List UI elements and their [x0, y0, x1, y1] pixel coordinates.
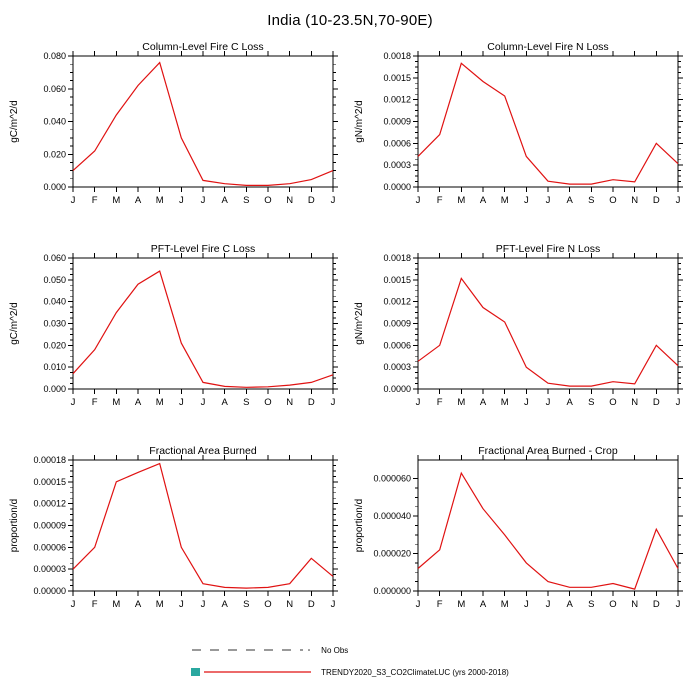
x-tick-label: M — [155, 397, 164, 408]
y-tick-label: 0.00018 — [33, 455, 66, 465]
panel-title: Column-Level Fire N Loss — [487, 41, 609, 53]
x-tick-label: F — [91, 195, 98, 206]
x-tick-label: J — [200, 397, 206, 408]
x-tick-label: N — [286, 195, 294, 206]
legend-label-no-obs: No Obs — [321, 645, 349, 655]
x-tick-label: N — [631, 599, 639, 610]
y-tick-label: 0.000 — [43, 384, 66, 394]
no-obs-dashed-line — [191, 645, 313, 655]
x-tick-label: J — [178, 599, 184, 610]
y-tick-label: 0.060 — [43, 253, 66, 263]
series-line — [418, 278, 678, 386]
x-tick-label: J — [545, 599, 551, 610]
x-tick-label: J — [200, 195, 206, 206]
chart-panel-4 — [350, 241, 690, 419]
x-tick-label: N — [631, 397, 639, 408]
x-tick-label: J — [545, 195, 551, 206]
y-tick-label: 0.0006 — [383, 138, 411, 149]
x-tick-label: J — [178, 397, 184, 408]
x-tick-label: J — [70, 599, 76, 610]
y-tick-label: 0.010 — [43, 362, 66, 373]
series-line — [73, 464, 333, 588]
no-obs-dot — [308, 649, 310, 651]
x-tick-label: S — [243, 195, 250, 206]
x-tick-label: J — [545, 397, 551, 408]
x-tick-label: S — [588, 599, 595, 610]
x-tick-label: J — [178, 195, 184, 206]
y-tick-label: 0.00000 — [33, 586, 66, 596]
y-tick-label: 0.0000 — [383, 384, 411, 394]
plot-frame — [73, 460, 333, 591]
x-tick-label: A — [221, 599, 228, 610]
x-tick-label: D — [652, 195, 660, 206]
x-tick-label: J — [415, 195, 421, 206]
legend-color-swatch — [191, 668, 200, 676]
x-tick-label: A — [134, 397, 142, 408]
x-tick-label: O — [609, 599, 617, 610]
x-tick-label: F — [436, 599, 443, 610]
y-tick-label: 0.020 — [43, 149, 66, 160]
x-tick-label: M — [155, 195, 164, 206]
figure-title: India (10-23.5N,70-90E) — [267, 12, 433, 29]
legend — [191, 645, 509, 677]
panel-title: Column-Level Fire C Loss — [142, 41, 264, 53]
chart-svg-4 — [350, 241, 690, 419]
x-tick-label: A — [479, 397, 487, 408]
legend-label-series: TRENDY2020_S3_CO2ClimateLUC (yrs 2000-2018) — [321, 667, 509, 677]
y-tick-label: 0.0012 — [383, 94, 411, 105]
x-tick-label: N — [286, 397, 294, 408]
x-tick-label: M — [155, 599, 164, 610]
x-tick-label: S — [588, 397, 595, 408]
x-tick-label: A — [221, 195, 228, 206]
y-tick-label: 0.040 — [43, 296, 66, 307]
plot-frame — [418, 258, 678, 389]
y-tick-label: 0.0009 — [383, 116, 411, 127]
x-tick-label: O — [264, 599, 272, 610]
x-tick-label: M — [500, 599, 509, 610]
x-tick-label: F — [91, 599, 98, 610]
x-tick-label: J — [675, 195, 681, 206]
panel-title: Fractional Area Burned — [149, 445, 257, 457]
y-tick-label: 0.0009 — [383, 318, 411, 329]
x-tick-label: D — [307, 397, 315, 408]
y-tick-label: 0.030 — [43, 318, 66, 329]
y-tick-label: 0.00012 — [33, 498, 66, 509]
chart-panel-2 — [350, 39, 690, 217]
x-tick-label: J — [523, 195, 529, 206]
x-tick-label: A — [566, 599, 573, 610]
x-tick-label: A — [479, 599, 487, 610]
x-tick-label: M — [457, 397, 466, 408]
x-tick-label: A — [221, 397, 228, 408]
y-axis-label: gN/m^2/d — [354, 302, 365, 345]
series-line — [73, 271, 333, 387]
y-tick-label: 0.000020 — [373, 548, 411, 559]
series-line — [73, 63, 333, 186]
y-tick-label: 0.050 — [43, 274, 66, 285]
x-tick-label: J — [70, 397, 76, 408]
x-tick-label: N — [631, 195, 639, 206]
x-tick-label: A — [566, 397, 573, 408]
x-tick-label: A — [479, 195, 487, 206]
x-tick-label: J — [200, 599, 206, 610]
x-tick-label: O — [264, 397, 272, 408]
y-axis-label: gN/m^2/d — [354, 100, 365, 143]
y-axis-label: proportion/d — [9, 498, 20, 553]
x-tick-label: J — [675, 397, 681, 408]
x-tick-label: A — [566, 195, 573, 206]
x-tick-label: D — [307, 195, 315, 206]
y-tick-label: 0.0015 — [383, 72, 411, 83]
x-tick-label: D — [652, 397, 660, 408]
chart-panel-5 — [5, 443, 345, 621]
y-tick-label: 0.000040 — [373, 511, 411, 522]
y-tick-label: 0.020 — [43, 340, 66, 351]
x-tick-label: M — [112, 195, 121, 206]
chart-panel-3 — [5, 241, 345, 419]
chart-svg-3 — [5, 241, 345, 419]
y-axis-label: proportion/d — [354, 498, 365, 553]
y-tick-label: 0.0000 — [383, 182, 411, 192]
x-tick-label: M — [112, 599, 121, 610]
x-tick-label: J — [675, 599, 681, 610]
y-tick-label: 0.000 — [43, 182, 66, 192]
x-tick-label: M — [500, 195, 509, 206]
x-tick-label: D — [652, 599, 660, 610]
chart-svg-1 — [5, 39, 345, 217]
x-tick-label: M — [457, 195, 466, 206]
chart-panel-1 — [5, 39, 345, 217]
series-legend-line — [191, 667, 313, 677]
y-tick-label: 0.0015 — [383, 274, 411, 285]
x-tick-label: S — [588, 195, 595, 206]
panel-title: PFT-Level Fire C Loss — [150, 243, 256, 255]
x-tick-label: M — [457, 599, 466, 610]
y-tick-label: 0.0018 — [383, 51, 411, 61]
x-tick-label: A — [134, 195, 142, 206]
x-tick-label: J — [523, 397, 529, 408]
chart-svg-6 — [350, 443, 690, 621]
x-tick-label: F — [436, 397, 443, 408]
x-tick-label: O — [609, 195, 617, 206]
y-tick-label: 0.00003 — [33, 564, 66, 575]
x-tick-label: J — [523, 599, 529, 610]
x-tick-label: D — [307, 599, 315, 610]
x-tick-label: F — [436, 195, 443, 206]
y-tick-label: 0.0003 — [383, 160, 411, 171]
y-tick-label: 0.080 — [43, 51, 66, 61]
chart-panel-6 — [350, 443, 690, 621]
x-tick-label: A — [134, 599, 142, 610]
x-tick-label: M — [112, 397, 121, 408]
y-tick-label: 0.00015 — [33, 476, 66, 487]
y-tick-label: 0.0003 — [383, 362, 411, 373]
x-tick-label: J — [330, 599, 336, 610]
y-tick-label: 0.0006 — [383, 340, 411, 351]
panel-title: PFT-Level Fire N Loss — [495, 243, 601, 255]
chart-svg-2 — [350, 39, 690, 217]
y-tick-label: 0.00009 — [33, 520, 66, 531]
x-tick-label: J — [415, 599, 421, 610]
x-tick-label: J — [415, 397, 421, 408]
y-tick-label: 0.000060 — [373, 473, 411, 484]
x-tick-label: J — [330, 397, 336, 408]
y-tick-label: 0.0018 — [383, 253, 411, 263]
y-axis-label: gC/m^2/d — [9, 302, 20, 345]
y-tick-label: 0.040 — [43, 116, 66, 127]
x-tick-label: O — [264, 195, 272, 206]
x-tick-label: M — [500, 397, 509, 408]
y-tick-label: 0.00006 — [33, 542, 66, 553]
panel-title: Fractional Area Burned - Crop — [478, 445, 618, 457]
series-line — [418, 63, 678, 184]
series-line — [418, 473, 678, 589]
plot-frame — [418, 460, 678, 591]
y-axis-label: gC/m^2/d — [9, 100, 20, 143]
x-tick-label: O — [609, 397, 617, 408]
y-tick-label: 0.0012 — [383, 296, 411, 307]
chart-grid — [0, 39, 700, 621]
x-tick-label: F — [91, 397, 98, 408]
x-tick-label: S — [243, 599, 250, 610]
plot-frame — [73, 258, 333, 389]
legend-item-no-obs — [191, 645, 509, 655]
x-tick-label: J — [70, 195, 76, 206]
y-tick-label: 0.000000 — [373, 586, 411, 596]
y-tick-label: 0.060 — [43, 83, 66, 94]
chart-svg-5 — [5, 443, 345, 621]
x-tick-label: S — [243, 397, 250, 408]
x-tick-label: J — [330, 195, 336, 206]
x-tick-label: N — [286, 599, 294, 610]
legend-item-series — [191, 667, 509, 677]
